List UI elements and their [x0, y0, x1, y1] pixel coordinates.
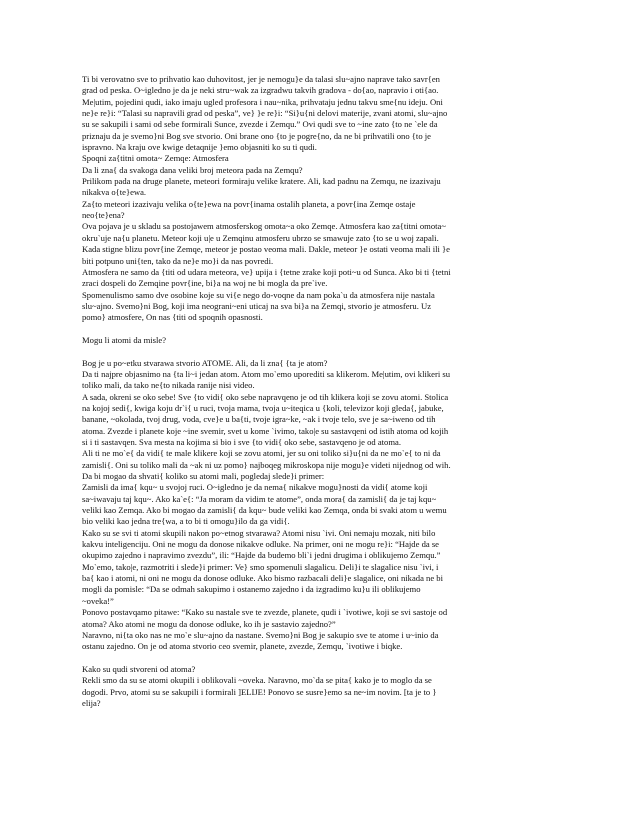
atoms-section	[82, 358, 556, 653]
text-line: bio veliki kao jedna tre{wa, a to bi ti omogu}ilo da ga vidi{.	[82, 516, 290, 527]
text-line: na kojoj sedi{, kwiga koju dr`i{ u ruci, tvoja mama, tvoja u~iteqica u {koli, televizor koji gleda{, jabuke,	[82, 402, 444, 413]
text-line: zraci dospeli do Zemqine povr{ine, bi}a na woj ne bi mogla da pre`ive.	[82, 278, 328, 289]
text-line: nikakva o{te}ewa.	[82, 187, 147, 198]
text-line: mogli da pomisle: “Da se odmah sakupimo i ostanemo zajedno i da izgradimo ku}u ili oblikujemo	[82, 584, 421, 595]
cells-section	[82, 664, 556, 709]
text-line: Da li zna{ da svakoga dana veliki broj meteora pada na Zemqu?	[82, 164, 303, 175]
text-line: Ova pojava je u skladu sa postojawem atmosferskog omota~a oko Zemqe. Atmosfera kao za{titni omota~	[82, 221, 447, 232]
text-line: Da ti najpre objasnimo na {ta li~i jedan atom. Atom mo`emo uporediti sa klikerom. Me|utim, ovi klikeri su	[82, 368, 451, 379]
text-line: Rekli smo da su se atomi okupili i oblikovali ~oveka. Naravno, mo`da se pita{ kako je to moglo da se	[82, 675, 432, 686]
text-line: Me|utim, pojedini qudi, iako imaju ugled profesora i nau~nika, prihvataju jednu takvu sme{nu ideju. Oni	[82, 96, 443, 107]
text-line: Kada stigne blizu povr{ine Zemqe, meteor je postao veoma mali. Dakle, meteor }e ostati veoma mali ili }e	[82, 244, 450, 255]
paragraph-gap	[82, 324, 556, 335]
text-line: dogodi. Prvo, atomi su se sakupili i formirali ]ELIJE! Ponovo se susre}emo sa ne~im novim. [ta je to }	[82, 686, 437, 697]
text-line: veliki kao Zemqa. Ako bi mogao da zamisli{ da kqu~ bude veliki kao Zemqa, onda bi svaki atom u wemu	[82, 505, 447, 516]
text-line: Prilikom pada na druge planete, meteori formiraju velike kratere. Ali, kad padnu na Zemqu, ne izazivaju	[82, 176, 441, 187]
text-line: toliko mali, da tako ne{to nikada ranije nisi video.	[82, 380, 255, 391]
text-line: ispravno. Na kraju ove kwige detaqnije }emo objasniti ko su ti qudi.	[82, 142, 317, 153]
atmosphere-section	[82, 153, 556, 323]
text-line: Za{to meteori izazivaju velika o{te}ewa na povr{inama ostalih planeta, a povr{ina Zemqe ostaje	[82, 198, 416, 209]
text-line: neo{te}ena?	[82, 210, 125, 221]
text-line: Bog je u po~etku stvarawa stvorio ATOME. Ali, da li zna{ {ta je atom?	[82, 357, 328, 368]
text-line: pomo} atmosfere, On nas {titi od spoqnih opasnosti.	[82, 312, 263, 323]
text-line: su se sakupili i sami od sebe formirali Sunce, zvezde i Zemqu.” Ovi qudi sve to ~ine zato {to ne `ele da	[82, 119, 438, 130]
text-line: ne}e re}i: “Talasi su napravili grad od peska”, ve} }e re}i: “Si}u{ni delovi materije, zvani atomi, slu~ajno	[82, 108, 448, 119]
text-line: okru`uje na{u planetu. Meteor koji u|e u Zemqinu atmosferu ubrzo se smawuje zato {to se u woj zapali.	[82, 232, 439, 243]
text-line: Mogu li atomi da misle?	[82, 334, 167, 345]
text-line: si i ti sastavqen. Sva mesta na kojima si bio i sve {to vidi{ oko sebe, sastavqeno je od atoma.	[82, 437, 402, 447]
text-line: Da bi mogao da shvati{ koliko su atomi mali, pogledaj slede}i primer:	[82, 471, 325, 482]
paragraph-gap	[82, 653, 556, 664]
text-line: kakvu inteligenciju. Oni ne mogu da donose nikakve odluke. Na primer, oni ne mogu re}i: “Hajde da se	[82, 539, 439, 550]
text-line: Mo`emo, tako|e, razmotriti i slede}i primer: Ve} smo spomenuli slagalicu. Deli}i te slagalice nisu `ivi, i	[82, 561, 439, 572]
text-line: Spoqni za{titni omota~ Zemqe: Atmosfera	[82, 153, 229, 164]
text-line: Ti bi verovatno sve to prihvatio kao duhovitost, jer je nemogu}e da talasi slu~ajno naprave tako savr{en	[82, 74, 440, 84]
text-line: Ali ti ne mo`e{ da vidi{ te male klikere koji se zovu atomi, jer su oni toliko si}u{ni da ne mo`e{ to ni da	[82, 448, 441, 459]
text-line: atoma? Ako atomi ne mogu da donose odluke, ko ih je sastavio zajedno?”	[82, 618, 336, 629]
text-line: zamisli{. Oni su toliko mali da ~ak ni uz pomo} najboqeg mikroskopa nije mogu}e videti nijednog od wih.	[82, 459, 451, 470]
text-line: banane, ~okolada, tvoj drug, voda, cve}e u ba{ti, tvoje igra~ke, ~ak i tvoje telo, sve je sa~iweno od tih	[82, 414, 436, 425]
text-line: slu~ajno. Svemo}ni Bog, koji ima neograni~eni uticaj na sva bi}a na Zemqi, stvorio je atmosferu. Uz	[82, 300, 432, 311]
text-line: atoma. Zvezde i planete koje ~ine svemir, svet u kome `ivimo, tako|e su sastavqeni od istih atoma od kojih	[82, 425, 449, 436]
text-line: Spomenulismo samo dve osobine koje su vi{e nego do-voqne da nam poka`u da atmosfera nije nastala	[82, 289, 435, 300]
text-line: Naravno, ni{ta oko nas ne mo`e slu~ajno da nastane. Svemo}ni Bog je sakupio sve te atome i u~inio da	[82, 629, 439, 640]
text-line: ba{ kao i atomi, ni oni ne mogu da donose odluke. Ako bismo razbacali deli}e slagalice, oni nikada ne bi	[82, 573, 443, 584]
text-line: Atmosfera ne samo da {titi od udara meteora, ve} upija i {tetne zrake koji poti~u od Sunca. Ako bi ti {tetni	[82, 266, 451, 277]
text-line: biti potpuno uni{ten, tako da ne}e mo}i da nas povredi.	[82, 255, 274, 266]
text-line: sa~iwavaju taj kqu~. Ako ka`e{: “Ja moram da vidim te atome”, onda mora{ da zamisli{ da je taj kqu~	[82, 493, 437, 504]
text-line: elija?	[82, 697, 101, 708]
text-line: grad od peska. O~igledno je da je neki stru~wak za izgradwu takvih gradova - do{ao, napravio i oti{ao.	[82, 85, 439, 96]
text-line: priznaju da je svemo}ni Bog sve stvorio. Oni brane ono {to je pogre{no, da ne bi prihvatili ono {to je	[82, 130, 431, 141]
text-line: Kako su se svi ti atomi skupili nakon po~etnog stvarawa? Atomi nisu `ivi. Oni nemaju mozak, niti bilo	[82, 527, 436, 538]
atoms-heading	[82, 335, 556, 346]
text-line: Kako su qudi stvoreni od atoma?	[82, 663, 196, 674]
text-line: ostanu zajedno. On je od atoma stvorio ceo svemir, planete, zvezde, Zemqu, `ivotiwe i biqke.	[82, 641, 403, 652]
text-line: A sada, okreni se oko sebe! Sve {to vidi{ oko sebe napravqeno je od tih klikera koji se zovu atomi. Stolica	[82, 391, 449, 402]
paragraph-gap	[82, 346, 556, 357]
text-line: Zamisli da ima{ kqu~ u svojoj ruci. O~igledno je da nema{ nikakve mogu}nosti da vidi{ atome koji	[82, 482, 428, 493]
text-line: okupimo zajedno i napravimo zvezdu”, ili: “Hajde da budemo bli`i jedni drugima i oblikujemo Zemqu.”	[82, 550, 441, 561]
intro-paragraph	[82, 74, 556, 153]
text-line: Ponovo postavqamo pitawe: “Kako su nastale sve te zvezde, planete, qudi i `ivotiwe, koji se svi sastoje od	[82, 607, 448, 618]
text-line: ~oveka!”	[82, 595, 114, 606]
